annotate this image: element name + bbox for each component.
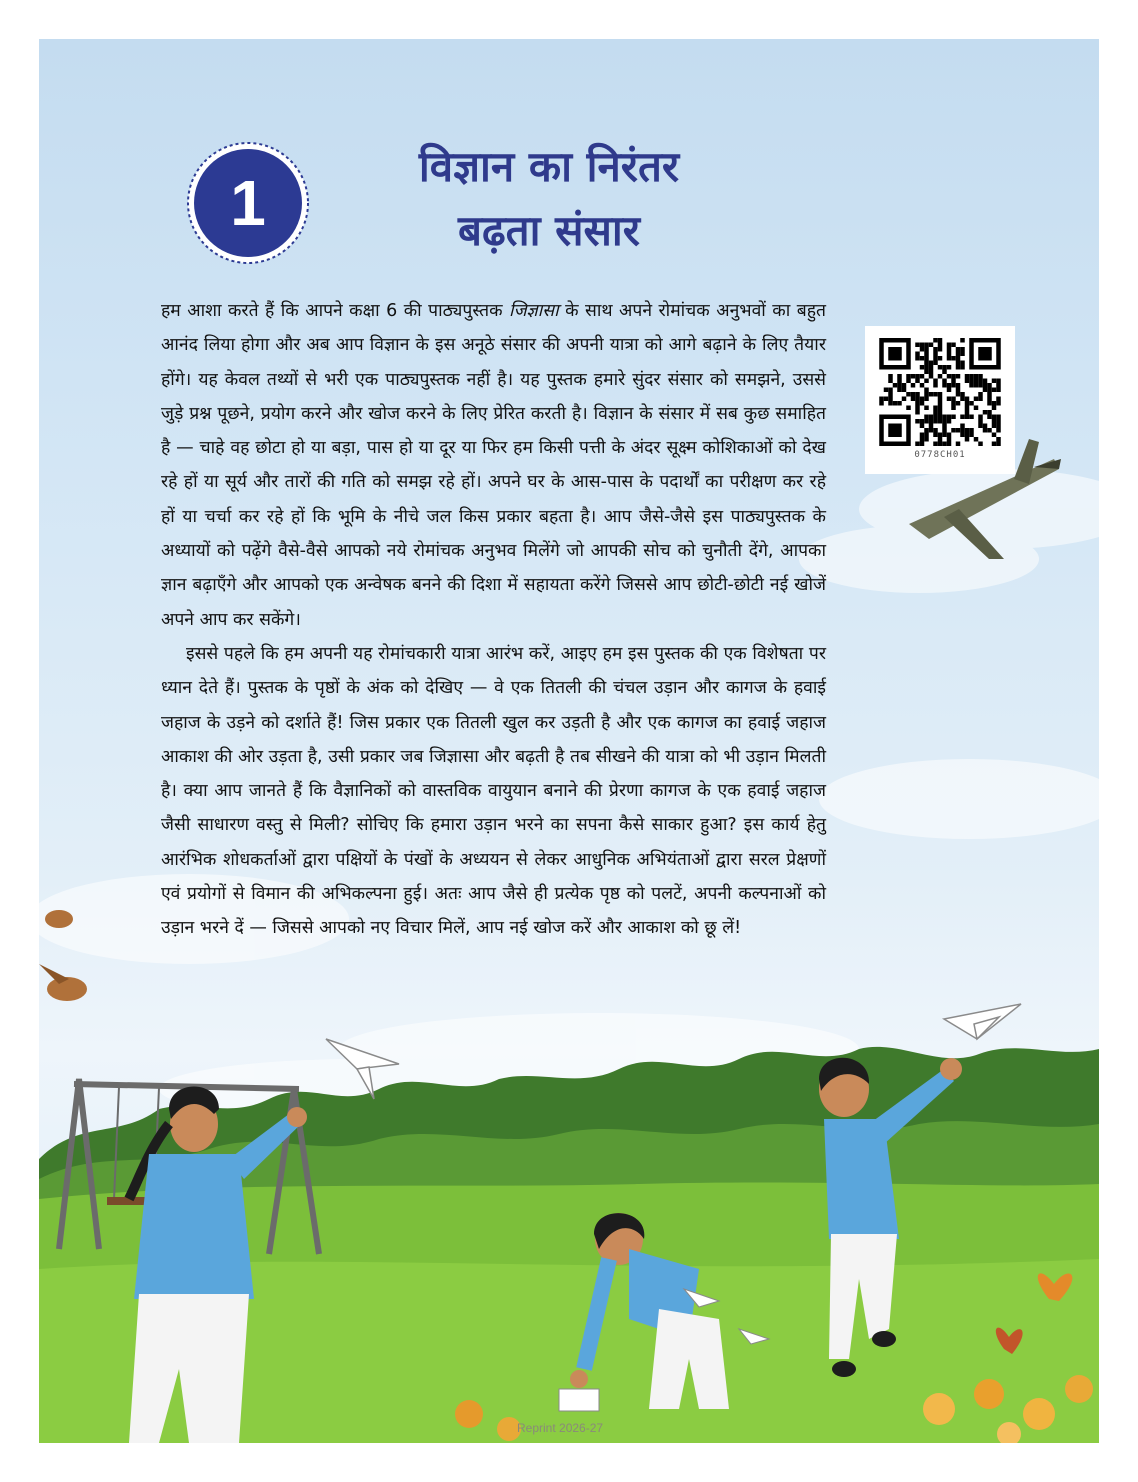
paragraph-2 — [161, 637, 826, 946]
paragraph-2-text: इससे पहले कि हम अपनी यह रोमांचकारी यात्रा आरंभ करें, आइए हम इस पुस्तक की एक विशेषता पर ध्यान देते हैं। पुस्तक के पृष्ठों के अंक को देखिए — वे एक तितली की चंचल उड़ान और कागज के हवाई जहाज के उड़ने को दर्शाते हैं! जिस प्रकार एक तितली खुल कर उड़ती है और एक कागज का हवाई जहाज आकाश की ओर उड़ता है, उसी प्रकार जब जिज्ञासा और बढ़ती है तब सीखने की यात्रा को भी उड़ान मिलती है। क्या आप जानते हैं कि वैज्ञानिकों को वास्तविक वायुयान बनाने की प्रेरणा कागज के एक हवाई जहाज जैसी साधारण वस्तु से मिली? सोचिए कि हमारा उड़ान भरने का सपना कैसे साकार हुआ? इस कार्य हेतु आरंभिक शोधकर्ताओं द्वारा पक्षियों के पंखों के अध्ययन से लेकर आधुनिक अभियंताओं द्वारा सरल प्रेक्षणों एवं प्रयोगों से विमान की अभिकल्पना हुई। अतः आप जैसे ही प्रत्येक पृष्ठ को पलटें, अपनी कल्पनाओं को उड़ान भरने दें — जिससे आपको नए विचार मिलें, आप नई खोज करें और आकाश को छू लें! — [161, 643, 826, 939]
body-text — [161, 294, 826, 946]
chapter-title-line-2: बढ़ता संसार — [458, 206, 640, 255]
chapter-number: 1 — [230, 167, 266, 239]
chapter-title — [339, 135, 759, 263]
textbook-page — [39, 39, 1099, 1443]
qr-code-icon[interactable] — [879, 338, 1001, 446]
paragraph-1 — [161, 294, 826, 637]
reprint-note: Reprint 2026-27 — [517, 1421, 604, 1435]
paragraph-1-part-2: के साथ अपने रोमांचक अनुभवों का बहुत आनंद लिया होगा और अब आप विज्ञान के इस अनूठे संसार की अपनी यात्रा को आगे बढ़ाने के लिए तैयार होंगे। यह केवल तथ्यों से भरी एक पाठ्यपुस्तक नहीं है। यह पुस्तक हमारे सुंदर संसार को समझने, उससे जुड़े प्रश्न पूछने, प्रयोग करने और खोज करने के लिए प्रेरित करती है। विज्ञान के संसार में सब कुछ समाहित है — चाहे वह छोटा हो या बड़ा, पास हो या दूर या फिर हम किसी पत्ती के अंदर सूक्ष्म कोशिकाओं को देख रहे हों या सूर्य और तारों की गति को समझ रहे हों। अपने घर के आस-पास के पदार्थों का परीक्षण कर रहे हों या चर्चा कर रहे हों कि भूमि के नीचे जल किस प्रकार बहता है। आप जैसे-जैसे इस पाठ्यपुस्तक के अध्यायों को पढ़ेंगे वैसे-वैसे आपको नये रोमांचक अनुभव मिलेंगे जो आपकी सोच को चुनौती देंगे, आपका ज्ञान बढ़ाएँगे और आपको एक अन्वेषक बनने की दिशा में सहायता करेंगे जिससे आप छोटी-छोटी नई खोजें अपने आप कर सकेंगे। — [161, 301, 826, 630]
qr-box[interactable] — [865, 326, 1015, 474]
paragraph-1-part-1: हम आशा करते हैं कि आपने कक्षा 6 की पाठ्यपुस्तक — [161, 301, 510, 321]
chapter-title-line-1: विज्ञान का निरंतर — [418, 142, 680, 191]
book-title-jigyasa: जिज्ञासा — [509, 301, 559, 321]
qr-caption: 0778CH01 — [914, 450, 966, 460]
